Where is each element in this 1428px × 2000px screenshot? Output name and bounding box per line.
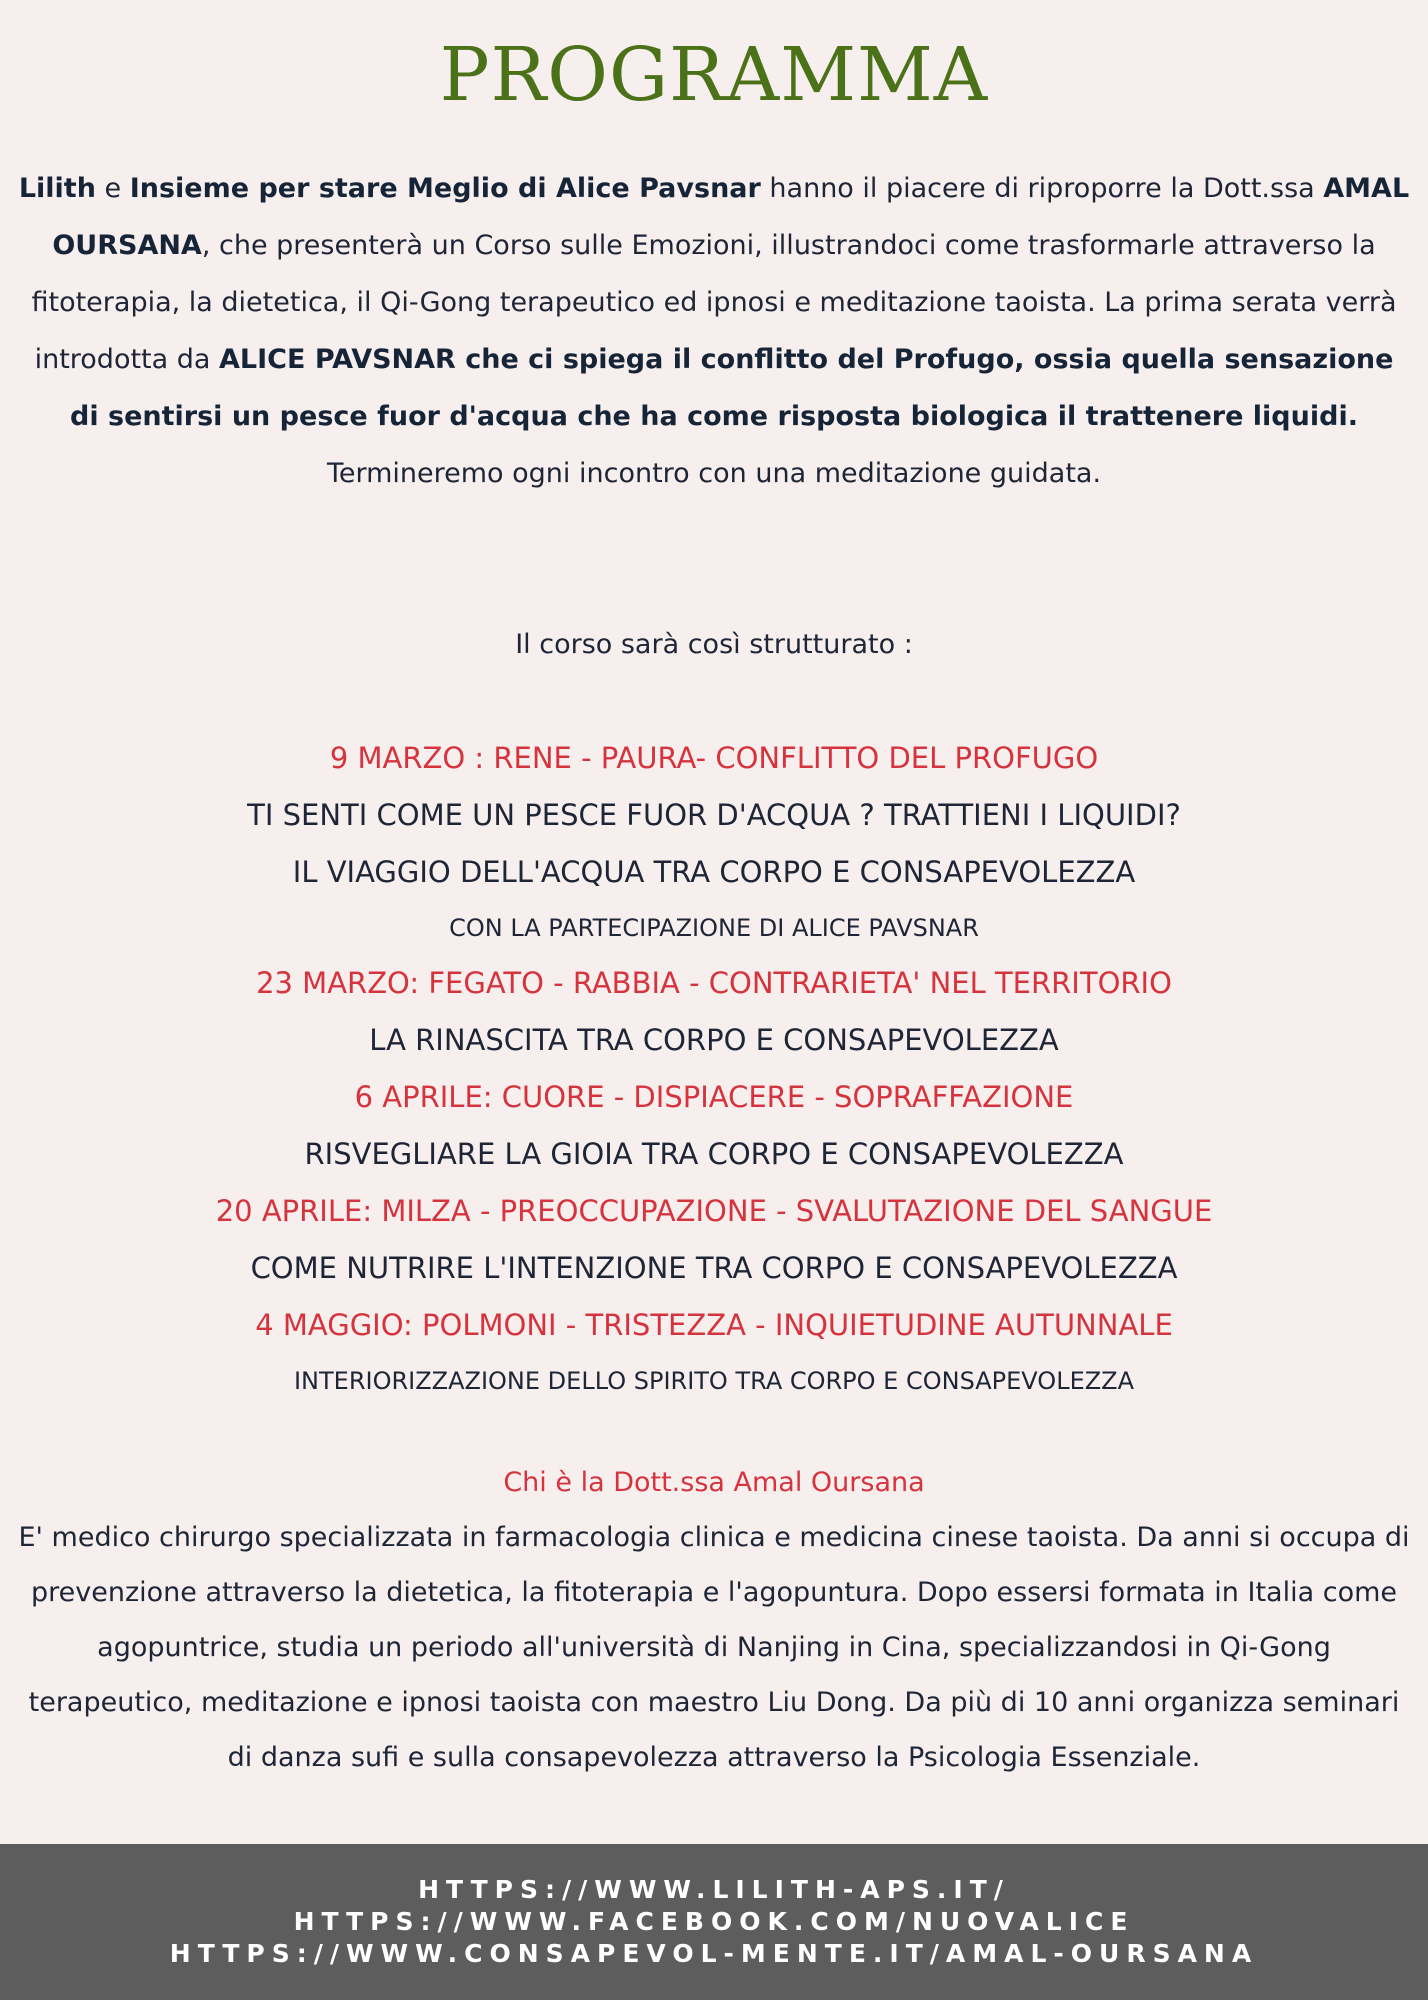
link-facebook[interactable]: HTTPS://WWW.FACEBOOK.COM/NUOVALICE (293, 1907, 1135, 1936)
structure-text: Il corso sarà così strutturato : (515, 629, 913, 660)
intro-text-1: hanno il piacere di riproporre la Dott.ssa (760, 173, 1324, 204)
bio-text: E' medico chirurgo specializzata in farmacologia clinica e medicina cinese taoista. Da anni si occupa di prevenzione attraverso la dietetica, la fitoterapia e l'agopuntura. Dopo essersi formata in Italia come agopuntrice, studia un periodo all'università di Nanjing in Cina, specializzandosi in Qi-Gong terapeutico, meditazione e ipnosi taoista con maestro Liu Dong. Da più di 10 anni organizza seminari di danza sufi e sulla consapevolezza attraverso la Psicologia Essenziale. (18, 1522, 1410, 1773)
page-title: PROGRAMMA (439, 32, 989, 118)
schedule-line: 20 APRILE: MILZA - PREOCCUPAZIONE - SVALUTAZIONE DEL SANGUE (215, 1194, 1213, 1228)
schedule-line: COME NUTRIRE L'INTENZIONE TRA CORPO E CONSAPEVOLEZZA (250, 1251, 1178, 1285)
schedule-line: CON LA PARTECIPAZIONE DI ALICE PAVSNAR (449, 914, 979, 942)
lilith-name: Lilith (18, 173, 96, 204)
schedule-line: LA RINASCITA TRA CORPO E CONSAPEVOLEZZA (369, 1023, 1059, 1057)
schedule-line: 9 MARZO : RENE - PAURA- CONFLITTO DEL PROFUGO (329, 741, 1099, 775)
schedule-line: INTERIORIZZAZIONE DELLO SPIRITO TRA CORPO E CONSAPEVOLEZZA (293, 1367, 1135, 1395)
intro-closing: Termineremo ogni incontro con una meditazione guidata. (326, 458, 1102, 489)
intro-paragraph (18, 160, 1410, 502)
intro-text-2: , che presenterà un Corso sulle Emozioni, illustrandoci come trasformarle attraverso la fitoterapia, la dietetica, il Qi-Gong terapeutico ed ipnosi e meditazione taoista. La prima serata verrà introdotta da (31, 230, 1397, 375)
alice-description: ALICE PAVSNAR che ci spiega il conflitto del Profugo, ossia quella sensazione di sentirsi un pesce fuor d'acqua che ha come risposta biologica il trattenere liquidi. (70, 344, 1394, 432)
schedule-line: RISVEGLIARE LA GIOIA TRA CORPO E CONSAPEVOLEZZA (304, 1137, 1124, 1171)
bio-title: Chi è la Dott.ssa Amal Oursana (503, 1467, 925, 1498)
schedule-line: 6 APRILE: CUORE - DISPIACERE - SOPRAFFAZIONE (354, 1080, 1074, 1114)
schedule-line: 23 MARZO: FEGATO - RABBIA - CONTRARIETA' NEL TERRITORIO (256, 966, 1172, 1000)
schedule-line: TI SENTI COME UN PESCE FUOR D'ACQUA ? TRATTIENI I LIQUIDI? (247, 798, 1181, 832)
schedule-list (0, 730, 1428, 1408)
link-lilith[interactable]: HTTPS://WWW.LILITH-APS.IT/ (418, 1875, 1010, 1904)
insieme-name: Insieme per stare Meglio di Alice Pavsnar (129, 173, 761, 204)
link-consapevol-mente[interactable]: HTTPS://WWW.CONSAPEVOL-MENTE.IT/AMAL-OURSANA (169, 1939, 1259, 1968)
footer-links (0, 1844, 1428, 2000)
intro-conjunction: e (95, 173, 130, 204)
schedule-line: 4 MAGGIO: POLMONI - TRISTEZZA - INQUIETUDINE AUTUNNALE (255, 1308, 1173, 1342)
amal-name: AMAL OURSANA (52, 173, 1410, 261)
intro-text (18, 160, 1410, 445)
schedule-line: IL VIAGGIO DELL'ACQUA TRA CORPO E CONSAPEVOLEZZA (292, 855, 1136, 889)
